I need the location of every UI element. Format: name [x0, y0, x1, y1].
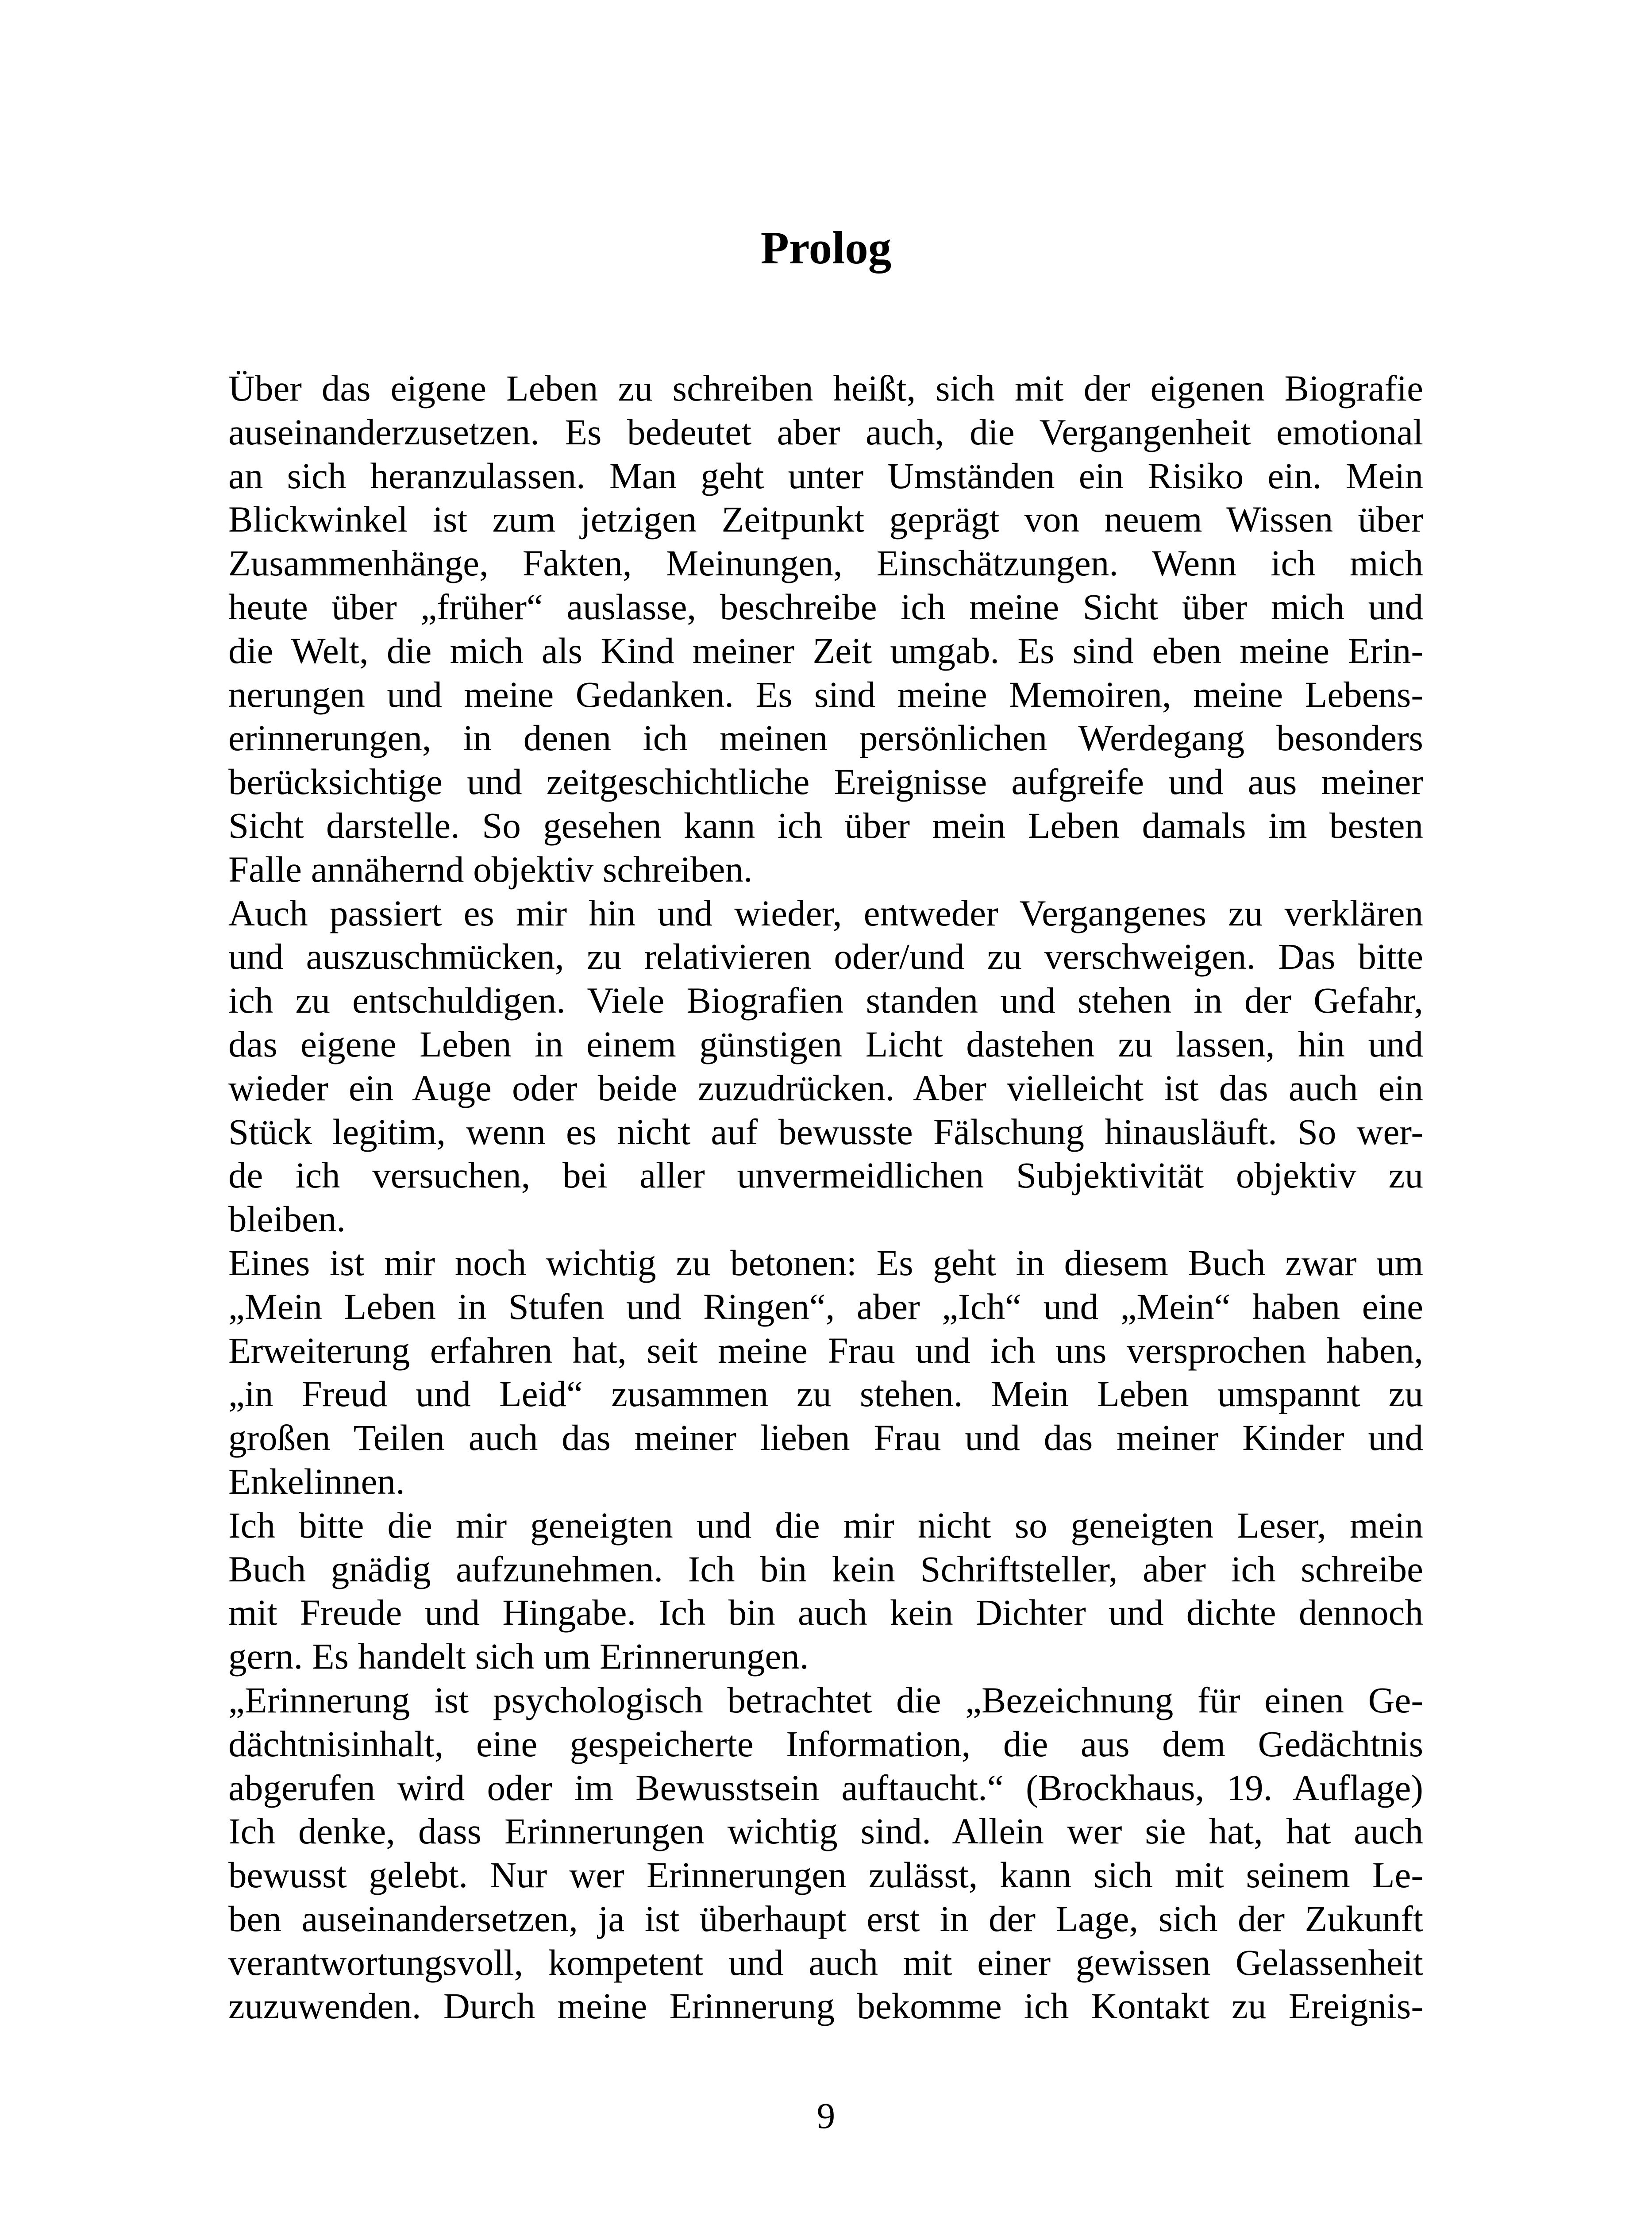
text-line: Auch passiert es mir hin und wieder, entweder Vergangenes zu verklären	[228, 892, 1423, 933]
text-line: und auszuschmücken, zu relativieren oder/und zu verschweigen. Das bitte	[228, 936, 1423, 977]
text-line: Ich denke, dass Erinnerungen wichtig sind. Allein wer sie hat, hat auch	[228, 1811, 1423, 1852]
text-line: Eines ist mir noch wichtig zu betonen: Es geht in diesem Buch zwar um	[228, 1242, 1423, 1283]
text-line: Enkelinnen.	[228, 1461, 405, 1502]
text-line: die Welt, die mich als Kind meiner Zeit umgab. Es sind eben meine Erin-	[228, 630, 1423, 671]
text-line: auseinanderzusetzen. Es bedeutet aber auch, die Vergangenheit emotional	[228, 411, 1423, 452]
text-line: an sich heranzulassen. Man geht unter Umständen ein Risiko ein. Mein	[228, 455, 1423, 496]
text-line: nerungen und meine Gedanken. Es sind meine Memoiren, meine Lebens-	[228, 674, 1423, 715]
text-line: ich zu entschuldigen. Viele Biografien standen und stehen in der Gefahr,	[228, 980, 1423, 1021]
text-line: heute über „früher“ auslasse, beschreibe ich meine Sicht über mich und	[228, 586, 1423, 627]
text-line: erinnerungen, in denen ich meinen persönlichen Werdegang besonders	[228, 717, 1423, 759]
text-line: Erweiterung erfahren hat, seit meine Frau und ich uns versprochen haben,	[228, 1330, 1423, 1371]
text-line: „in Freud und Leid“ zusammen zu stehen. Mein Leben umspannt zu	[228, 1373, 1423, 1415]
chapter-title: Prolog	[760, 222, 892, 274]
text-line: das eigene Leben in einem günstigen Licht dastehen zu lassen, hin und	[228, 1023, 1423, 1064]
text-line: verantwortungsvoll, kompetent und auch mit einer gewissen Gelassenheit	[228, 1942, 1423, 1983]
text-line: großen Teilen auch das meiner lieben Frau und das meiner Kinder und	[228, 1417, 1423, 1458]
prologue-body-text	[228, 366, 1423, 2028]
text-line: berücksichtige und zeitgeschichtliche Ereignisse aufgreife und aus meiner	[228, 761, 1423, 802]
text-line: mit Freude und Hingabe. Ich bin auch kein Dichter und dichte dennoch	[228, 1592, 1423, 1633]
text-line: Ich bitte die mir geneigten und die mir nicht so geneigten Leser, mein	[228, 1504, 1423, 1546]
text-line: bewusst gelebt. Nur wer Erinnerungen zulässt, kann sich mit seinem Le-	[228, 1854, 1423, 1896]
text-line: bleiben.	[228, 1199, 346, 1240]
text-line: ben auseinandersetzen, ja ist überhaupt erst in der Lage, sich der Zukunft	[228, 1898, 1423, 1939]
text-line: Buch gnädig aufzunehmen. Ich bin kein Schriftsteller, aber ich schreibe	[228, 1548, 1423, 1589]
text-line: „Erinnerung ist psychologisch betrachtet die „Bezeichnung für einen Ge-	[228, 1679, 1423, 1720]
text-line: zuzuwenden. Durch meine Erinnerung bekomme ich Kontakt zu Ereignis-	[228, 1986, 1423, 2027]
text-line: abgerufen wird oder im Bewusstsein auftaucht.“ (Brockhaus, 19. Auflage)	[228, 1767, 1423, 1808]
text-line: de ich versuchen, bei aller unvermeidlichen Subjektivität objektiv zu	[228, 1155, 1423, 1196]
text-line: „Mein Leben in Stufen und Ringen“, aber „Ich“ und „Mein“ haben eine	[228, 1286, 1423, 1327]
text-line: Sicht darstelle. So gesehen kann ich über mein Leben damals im besten	[228, 805, 1423, 846]
text-line: gern. Es handelt sich um Erinnerungen.	[228, 1636, 809, 1677]
text-line: Falle annähernd objektiv schreiben.	[228, 848, 753, 890]
text-line: Blickwinkel ist zum jetzigen Zeitpunkt geprägt von neuem Wissen über	[228, 499, 1423, 540]
text-line: Stück legitim, wenn es nicht auf bewusste Fälschung hinausläuft. So wer-	[228, 1111, 1423, 1152]
text-line: dächtnisinhalt, eine gespeicherte Information, die aus dem Gedächtnis	[228, 1723, 1423, 1764]
text-line: Über das eigene Leben zu schreiben heißt, sich mit der eigenen Biografie	[228, 368, 1423, 409]
text-line: wieder ein Auge oder beide zuzudrücken. Aber vielleicht ist das auch ein	[228, 1067, 1423, 1108]
text-line: Zusammenhänge, Fakten, Meinungen, Einschätzungen. Wenn ich mich	[228, 543, 1423, 584]
page-number: 9	[816, 2095, 836, 2136]
